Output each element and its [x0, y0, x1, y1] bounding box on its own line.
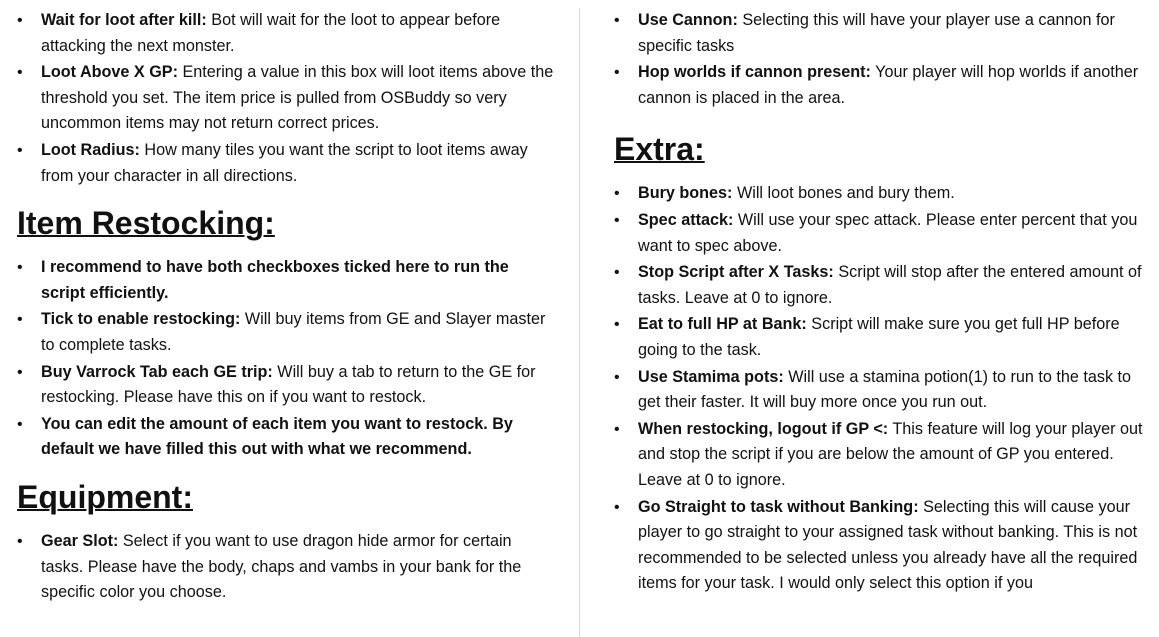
item-label: Eat to full HP at Bank:: [638, 315, 807, 334]
list-item-edit-amount: [17, 412, 557, 463]
item-text: Entering a value in this box will loot items above the threshold you set. The item price is pulled from OSBuddy so very uncommon items may not return correct prices.: [41, 63, 554, 133]
list-item-hop-worlds: [614, 60, 1144, 111]
item-text: Bot will wait for the loot to appear before attacking the next monster.: [41, 11, 501, 55]
list-item-enable-restocking: [17, 307, 557, 358]
list-item-go-straight-to-task: [614, 495, 1144, 597]
list-item-wait-for-loot: [17, 8, 557, 59]
item-label: Hop worlds if cannon present:: [638, 63, 871, 82]
cannon-options-list: [614, 8, 1144, 111]
bullet-icon: •: [614, 498, 620, 516]
list-item-loot-above-gp: [17, 60, 557, 137]
bullet-icon: •: [614, 12, 620, 29]
item-label: Buy Varrock Tab each GE trip:: [41, 362, 273, 381]
bullet-icon: •: [17, 12, 23, 29]
bullet-icon: •: [17, 532, 23, 550]
item-label: Tick to enable restocking:: [41, 310, 241, 329]
item-text: Selecting this will have your player use a cannon for specific tasks: [638, 11, 1115, 55]
list-item-varrock-tab: [17, 360, 557, 411]
column-divider: [579, 8, 580, 637]
list-item-recommend-checkboxes: [17, 255, 557, 306]
item-label: Gear Slot:: [41, 531, 119, 550]
item-label: Loot Radius:: [41, 140, 140, 159]
bullet-icon: •: [17, 311, 23, 329]
left-column: [17, 8, 557, 607]
heading-item-restocking: Item Restocking:: [17, 205, 275, 242]
list-item-bury-bones: [614, 181, 1144, 207]
heading-equipment: Equipment:: [17, 478, 193, 515]
item-text: How many tiles you want the script to loot items away from your character in all directions.: [41, 140, 528, 185]
item-label: Stop Script after X Tasks:: [638, 263, 834, 282]
item-text: Select if you want to use dragon hide armor for certain tasks. Please have the body, chaps and vambs in your bank for the specific color you choose.: [41, 531, 522, 602]
item-label: When restocking, logout if GP <:: [638, 419, 889, 438]
item-text: Script will make sure you get full HP before going to the task.: [638, 315, 1120, 359]
heading-extra: Extra:: [614, 131, 705, 168]
item-label: Loot Above X GP:: [41, 63, 178, 82]
list-item-logout-if-gp: [614, 417, 1144, 494]
list-item-stamina-pots: [614, 365, 1144, 416]
restocking-list: [17, 255, 557, 463]
bullet-icon: •: [17, 64, 23, 82]
list-item-stop-script: [614, 260, 1144, 311]
item-text: You can edit the amount of each item you want to restock. By default we have filled this out with what we recommend.: [41, 414, 513, 459]
item-text: Script will stop after the entered amount of tasks. Leave at 0 to ignore.: [638, 263, 1142, 307]
item-label: Go Straight to task without Banking:: [638, 497, 919, 516]
loot-options-list: [17, 8, 557, 189]
item-text: I recommend to have both checkboxes ticked here to run the script efficiently.: [41, 258, 509, 302]
list-item-gear-slot: [17, 529, 557, 606]
bullet-icon: •: [614, 185, 620, 203]
bullet-icon: •: [614, 316, 620, 334]
item-label: Wait for loot after kill:: [41, 11, 207, 29]
item-label: Use Cannon:: [638, 11, 738, 29]
bullet-icon: •: [614, 211, 620, 229]
extra-list: [614, 181, 1144, 597]
equipment-list: [17, 529, 557, 606]
bullet-icon: •: [614, 420, 620, 438]
item-text: Your player will hop worlds if another cannon is placed in the area.: [638, 63, 1139, 107]
item-text: Will buy items from GE and Slayer master to complete tasks.: [41, 310, 546, 354]
bullet-icon: •: [17, 363, 23, 381]
item-text: Selecting this will cause your player to go straight to your assigned task without banking. This is not recommended to be selected unless you already have all the required items for your task. I would only select this option if you: [638, 497, 1138, 593]
right-column: [614, 8, 1144, 598]
item-text: Will use a stamina potion(1) to run to the task to get their faster. It will buy more once you run out.: [638, 367, 1132, 412]
bullet-icon: •: [17, 415, 23, 433]
bullet-icon: •: [614, 368, 620, 386]
bullet-icon: •: [17, 141, 23, 159]
item-text: This feature will log your player out and stop the script if you are below the amount of GP you entered. Leave at 0 to ignore.: [638, 419, 1143, 489]
item-text: Will loot bones and bury them.: [736, 184, 955, 203]
item-label: Spec attack:: [638, 210, 734, 229]
item-label: Use Stamima pots:: [638, 367, 784, 386]
item-text: Will use your spec attack. Please enter percent that you want to spec above.: [638, 210, 1138, 255]
item-text: Will buy a tab to return to the GE for restocking. Please have this on if you want to restock.: [41, 362, 536, 407]
bullet-icon: •: [17, 259, 23, 277]
bullet-icon: •: [614, 264, 620, 282]
list-item-spec-attack: [614, 208, 1144, 259]
list-item-loot-radius: [17, 138, 557, 189]
bullet-icon: •: [614, 64, 620, 82]
list-item-eat-full-hp: [614, 312, 1144, 363]
item-label: Bury bones:: [638, 184, 733, 203]
list-item-use-cannon: [614, 8, 1144, 59]
